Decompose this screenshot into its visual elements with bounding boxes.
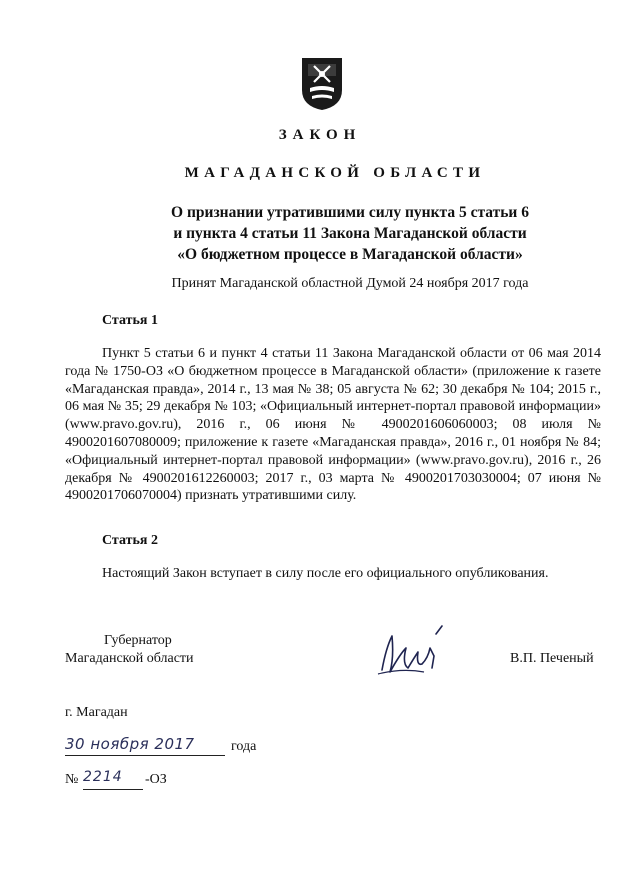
date-suffix: года [231, 739, 257, 754]
law-subject [80, 202, 620, 265]
subject-line: О признании утратившими силу пункта 5 статьи 6 [171, 204, 529, 221]
handwritten-number: 2214 [83, 769, 143, 790]
article-1-text: Пункт 5 статьи 6 и пункт 4 статьи 11 Закона Магаданской области от 06 мая 2014 года № 1750-ОЗ «О бюджетном процессе в Магаданской области» (приложение к газете «Магаданская правда», 2014 г., 13 мая № 38; 05 августа № 62; 30 декабря № 104; 2015 г., 06 мая № 35; 29 декабря № 103; «Официальный интернет-портал правовой информации» (www.pravo.gov.ru), 2016 г., 06 июня № 4900201606060003; 08 июля № 4900201607080009; приложение к газете «Магаданская правда», 2016 г., 01 ноября № 84; «Официальный интернет-портал правовой информации» (www.pravo.gov.ru), 2016 г., 26 декабря № 4900201612260003; 2017 г., 03 марта № 4900201703030004; 07 июня № 4900201706070004) признать утратившими силу. [65, 346, 601, 504]
article-2-text: Настоящий Закон вступает в силу после его официального опубликования. [102, 566, 549, 581]
subject-line: «О бюджетном процессе в Магаданской области» [177, 246, 523, 263]
handwritten-date: 30 ноября 2017 [65, 735, 225, 756]
handwritten-signature [372, 618, 452, 678]
number-sign: № [65, 772, 79, 787]
law-title: ЗАКОН [278, 127, 362, 143]
date-line [65, 735, 285, 759]
number-line [65, 769, 205, 793]
magadan-coat-of-arms-icon [300, 56, 344, 112]
adoption-note: Принят Магаданской областной Думой 24 ноября 2017 года [171, 276, 529, 291]
governor-name: В.П. Печеный [510, 651, 594, 666]
region-title: МАГАДАНСКОЙ ОБЛАСТИ [184, 165, 486, 181]
article-2-heading: Статья 2 [102, 533, 158, 548]
governor-region: Магаданской области [65, 651, 194, 666]
governor-title: Губернатор [104, 633, 172, 648]
city: г. Магадан [65, 705, 128, 720]
subject-line: и пункта 4 статьи 11 Закона Магаданской области [173, 225, 527, 242]
number-suffix: -ОЗ [145, 772, 167, 787]
article-1-heading: Статья 1 [102, 313, 158, 328]
